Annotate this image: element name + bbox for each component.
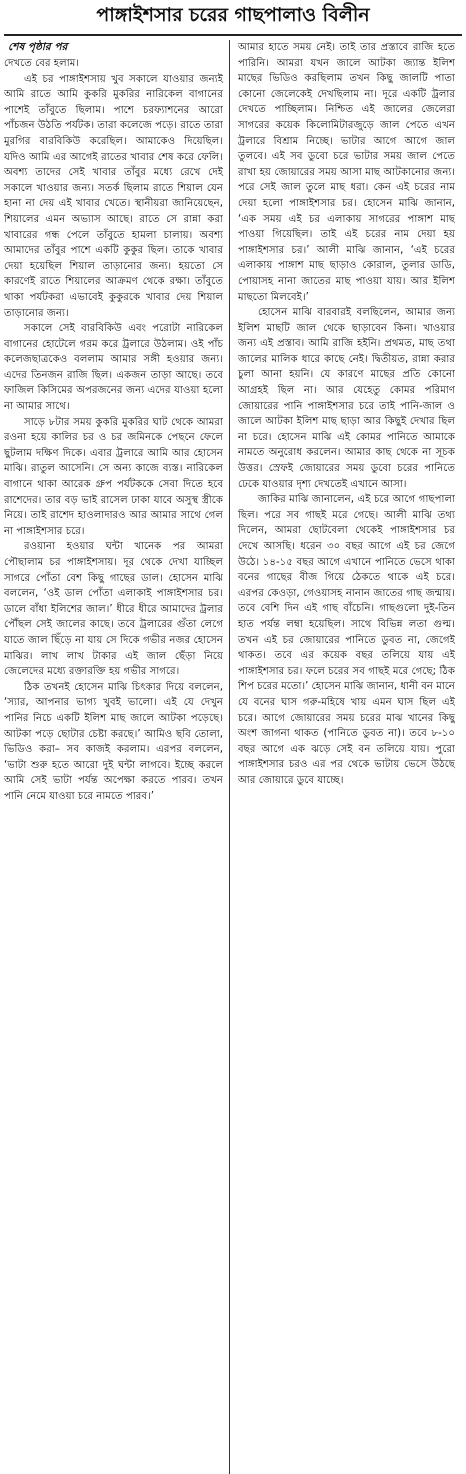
paragraph: সাড়ে ৮টার সময় কুকরি মুকরির ঘাট থেকে আমরা রওনা হয়ে কালির চর ও চর জমিনকে পেছনে ফেলে ছুটলাম দক্ষিণ দিকে। এবার ট্রলারে আমি আর হোসেন মাঝি। রাতুল আসেনি। সে অন্য কাজে ব্যস্ত। নারিকেল বাগানে থাকা আরেক গ্রুপ পর্যটককে সেবা দিতে হবে রাশেদের। তার বড় ভাই রাসেল ঢাকা যাবে অসুস্থ স্ত্রীকে নিয়ে। তাই রাশেদ হাওলাদারও আর আমার সাথে গেল না পাঙ্গাইশসার চরে। xyxy=(4,416,223,537)
right-column xyxy=(230,40,455,1474)
paragraph: সকালে সেই বারবিকিউ এবং পরোটা নারিকেল বাগানের হোটেলে গরম করে ট্রলারে উঠলাম। ওই পাঁচ কলেজছাত্রকেও বললাম আমার সঙ্গী হওয়ার জন্য। এদের তিনজন রাজি ছিল। একজন তাড়া আছে। তবে ফাজিল কিসিমের অপরজনের জন্য এদের যাওয়া হলো না আমার সাথে। xyxy=(4,323,223,413)
headline: পাঙ্গাইশসার চরের গাছপালাও বিলীন xyxy=(4,0,462,36)
paragraph: রওয়ানা হওয়ার ঘন্টা খানেক পর আমরা পৌছালাম চর পাঙ্গাইশসায়। দূর থেকে দেখা যাচ্ছিল সাগরে পোঁতা বেশ কিছু গাছের ডাল। হোসেন মাঝি বললেন, ‘ওই ডাল পোঁতা এলাকাই পাঙ্গাইশসার চর। ডালে বাঁধা ইলিশের জাল।’ ধীরে ধীরে আমাদের ট্রলার পৌঁছল সেই জালের কাছে। তবে ট্রলারের গুঁতা লেগে যাতে জাল ছিঁড়ে না যায় সে দিকে গভীর নজর হোসেন মাঝির। লাখ লাখ টাকার এই জাল ছেঁড়া নিয়ে জেলেদের মধ্যে রক্তারক্তি হয় গভীর সাগরে। xyxy=(4,541,223,678)
continuation-kicker: শেষ পৃষ্ঠার পর xyxy=(8,41,68,53)
paragraph: জাকির মাঝি জানালেন, এই চরে আগে গাছপালা ছিল। পরে সব গাছই মরে গেছে। আলী মাঝি তথ্য দিলেন, আমরা ছোটবেলা থেকেই পাঙ্গাইশসার চর দেখে আসছি। ধরেন ৩০ বছর আগে এই চর জেগে উঠে। ১৪-১৫ বছর আগে এখানে পানিতে ভেসে থাকা বনের গাছের বীজ গিয়ে ঠেকতে থাকে এই চরে। এরপর কেওড়া, গেওয়াসহ নানান জাতের গাছ জন্মায়। তবে বেশি দিন এই গাছ বাঁচেনি। গাছগুলো দুই-তিন হাত পর্যন্ত লম্বা হয়েছিল। সাথে বিভিন্ন লতা গুল্ম। তখন এই চর জোয়ারের পানিতে ডুবত না, জেগেই থাকত। তবে এর কয়েক বছর তলিয়ে যায় এই পাঙ্গাইশসার চর। ফলে চরের সব গাছই মরে গেছে; ঠিক শিপ চরের মতো।’ হোসেন মাঝি জানান, ধানী বন মানে যে বনের ঘাস গরু-মহিষে খায় এমন ঘাস ছিল এই চরে। আগে জোয়ারের সময় চরের মাঝ খানের কিছু অংশ জাগনা থাকত (পানিতে ডুবত না)। তবে ৮-১০ বছর আগে এক ঝড়ে সেই বন তলিয়ে যায়। পুরো পাঙ্গাইশসার চরও এর পর থেকে ভাটায় ভেসে উঠছে আর জোয়ারে ডুবে যাচ্ছে। xyxy=(238,494,455,786)
left-column xyxy=(4,40,229,1474)
paragraph: এই চর পাঙ্গাইশসায় খুব সকালে যাওয়ার জন্যই আমি রাতে আমি কুকরি মুকরির নারিকেল বাগানের পাশেই তাঁবুতে ছিলাম। পাশে চরফ্যাশনের আরো পাঁচজন উঠতি পর্যটক। তারা কলেজে পড়ে। রাতে তারা মুরগির বারবিকিউ করেছিল। আমাকেও দিয়েছিল। যদিও আমি এর আগেই রাতের খাবার শেষ করে ফেলি। অবশ্য তাদের সেই খাবার তাঁবুর মধ্যে রেখে দেই সকালে খাওয়ার জন্য। সতর্ক ছিলাম রাতে শিয়াল যেন হানা না দেয় এই খাবার খেতে। স্থানীয়রা জানিয়েছেন, শিয়ালের এমন অভ্যাস আছে। রাতে সে রান্না করা খাবারের গন্ধ পেলে তাঁবুতে হামলা চালায়। অবশ্য আমাদের তাঁবুর পাশে একটি কুকুর ছিল। তাকে খাবার দেয়া হয়েছিল শিয়াল তাড়ানোর জন্য। হয়তো সে কারণেই রাতে শিয়ালের আক্রমণ থেকে রক্ষা। তাঁবুতে থাকা পর্যটকরা এভাবেই কুকুরকে খাবার দেয় শিয়াল তাড়ানোর জন্য। xyxy=(4,73,223,319)
paragraph: দেখতে বের হলাম। xyxy=(4,58,79,69)
paragraph: আমার হাতে সময় নেই। তাই তার প্রস্তাবে রাজি হতে পারিনি। আমরা যখন জালে আটকা জ্যান্ত ইলিশ মাছের ভিডিও করছিলাম তখন কিছু জালটি পাতা কোনো জেলেকেই দেখছিলাম না। দূরে একটি ট্রলার দেখতে পাচ্ছিলাম। নিশ্চিত এই জালের জেলেরা সাগরের কয়েক কিলোমিটারজুড়ে জাল পেতে এখন ট্রলারে বিশ্রাম নিচ্ছে। ভাটার আগে আগে জাল তুলবে। এই সব ডুবো চরে ভাটার সময় জাল পেতে রাখা হয় জোয়ারের সময় আসা মাছ আটকানোর জন্য। পরে সেই জাল তুলে মাছ ধরা। কেন এই চরের নাম দেয়া হলো পাঙ্গাইশসার চর। হোসেন মাঝি জানান, ‘এক সময় এই চর এলাকায় সাগরের পাঙ্গাশ মাছ পাওয়া গিয়েছিল। তাই এই চরের নাম দেয়া হয় পাঙ্গাইশসার চর।’ আলী মাঝি জানান, ‘এই চরের এলাকায় পাঙ্গাশ মাছ ছাড়াও কোরাল, তুলার ডাডি, পোয়াসহ নানা জাতের মাছ পাওয়া যায়। আর ইলিশ মাছতো মিলবেই।’ xyxy=(238,42,455,303)
paragraph: হোসেন মাঝি বারবারই বলছিলেন, আমার জন্য ইলিশ মাছটি জাল থেকে ছাড়াবেন কিনা। খাওয়ার জন্য এই প্রস্তাব। আমি রাজি হইনি। প্রথমত, মাছ তথা জালের মালিক ধারে কাছে নেই। দ্বিতীয়ত, রান্না করার চুলা আনা হয়নি। যে কারণে মাছের প্রতি কোনো আগ্রহই ছিল না। আর যেহেতু কোমর পরিমাণ জোয়ারের পানি পাঙ্গাইশসার চরে তাই পানি-জাল ও জালে আটকা ইলিশ মাছ ছাড়া আর কিছুই দেখার ছিল না চরে। হোসেন মাঝি এই কোমর পানিতে আমাকে নামতে অনুরোধ করলেন। আমার কাছ থেকে না সূচক উত্তর। স্রেফই জোয়ারের সময় ডুবো চরের পানিতে ঢেকে যাওয়ার দৃশ্য দেখতেই এখানে আসা। xyxy=(238,307,455,490)
article-body xyxy=(4,40,462,1474)
paragraph: ঠিক তখনই হোসেন মাঝি চিৎকার দিয়ে বললেন, ‘স্যার, আপনার ভাগ্য খুবই ভালো। এই যে দেখুন পানির নিচে একটি ইলিশ মাছ জালে আটকা পড়েছে। আটকা পড়ে ছোটার চেষ্টা করছে।’ আমিও ছবি তোলা, ভিডিও করা– সব কাজই করলাম। এরপর বললেন, ‘ভাটা শুরু হতে আরো দুই ঘন্টা লাগবে। ইচ্ছে করলে আমি সেই ভাটা পর্যন্ত অপেক্ষা করতে পারব। তখন পানি নেমে যাওয়া চরে নামতে পারব।’ xyxy=(4,681,223,802)
